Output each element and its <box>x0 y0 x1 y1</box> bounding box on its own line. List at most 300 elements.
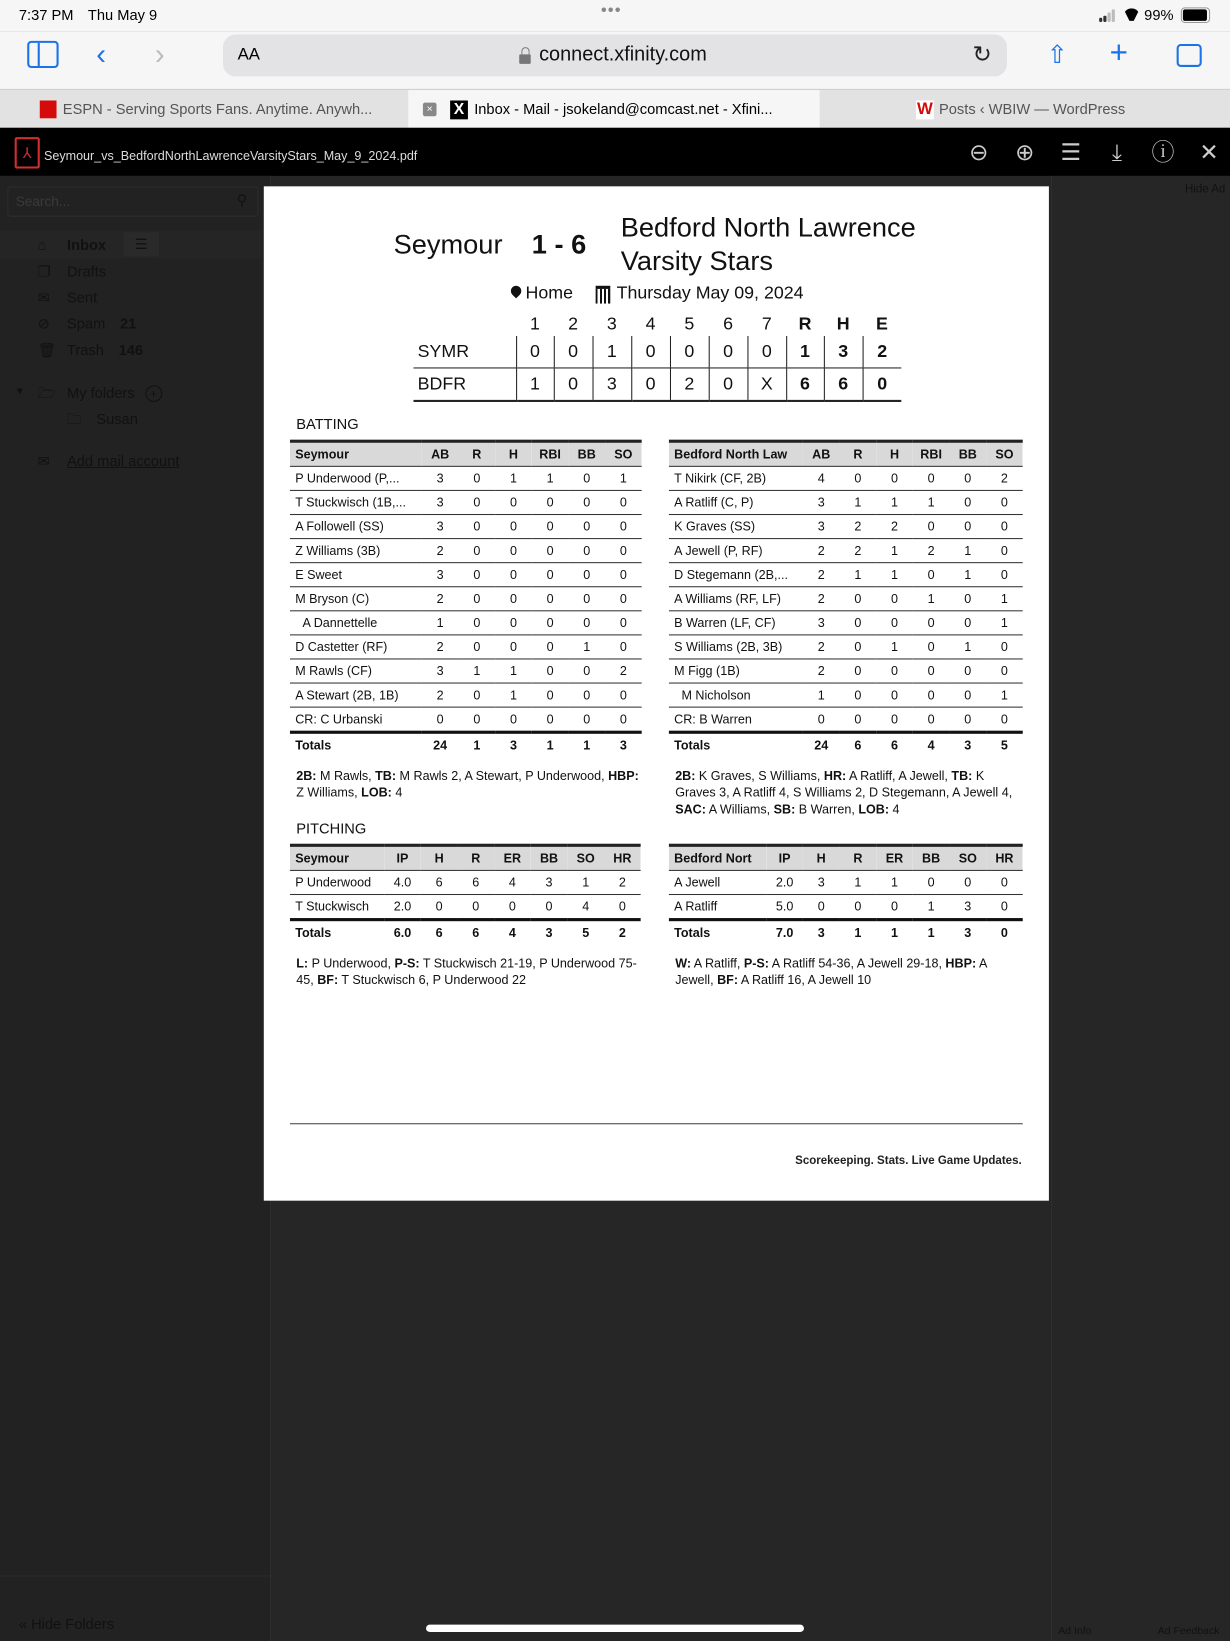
column-header: SO <box>949 845 986 870</box>
player-row <box>290 870 641 894</box>
stat-cell: 0 <box>568 515 605 539</box>
stat-cell: 2 <box>422 683 459 707</box>
column-header: ER <box>494 845 531 870</box>
stat-cell: 0 <box>495 635 532 659</box>
stat-cell: 1 <box>840 870 877 894</box>
total-cell: 0 <box>986 920 1023 945</box>
total-cell: 6.0 <box>384 920 421 945</box>
player-name: A Williams (RF, LF) <box>669 587 803 611</box>
stat-cell: 4 <box>494 870 531 894</box>
sent-icon: ✉︎ <box>37 288 50 306</box>
stat-cell: 1 <box>532 466 569 490</box>
trash-icon: 🗑︎ <box>37 341 57 359</box>
stat-cell: 2 <box>604 870 641 894</box>
stat-cell: 0 <box>876 466 913 490</box>
player-row <box>290 683 642 707</box>
totals-row <box>669 920 1023 945</box>
stat-cell: 3 <box>803 515 840 539</box>
note-value: A Williams, <box>705 801 774 817</box>
player-name: A Followell (SS) <box>290 515 422 539</box>
stat-cell: 0 <box>949 611 986 635</box>
total-cell: 3 <box>803 920 840 945</box>
mail-icon: ✉︎ <box>37 452 50 469</box>
column-header: AB <box>422 441 459 466</box>
column-header: H <box>803 845 840 870</box>
total-cell: 6 <box>876 732 913 757</box>
stat-cell: 0 <box>532 635 569 659</box>
zoom-out-icon[interactable]: ⊖ <box>969 139 989 166</box>
note-key: HR: <box>823 768 847 784</box>
inning-header: 3 <box>606 314 617 334</box>
hide-folders-button[interactable]: « Hide Folders <box>18 1615 115 1632</box>
multitask-dots[interactable]: ••• <box>600 2 622 20</box>
note-value: A Ratliff 16, A Jewell 10 <box>738 972 872 988</box>
add-folder-icon[interactable]: + <box>145 385 162 402</box>
stat-cell: 0 <box>459 707 496 732</box>
tab-wbiw[interactable] <box>820 90 1230 129</box>
stat-cell: 0 <box>913 659 950 683</box>
note-value: A Ratliff, A Jewell, <box>846 768 952 784</box>
stat-cell: 0 <box>605 587 642 611</box>
player-row <box>290 707 642 732</box>
stat-cell: 2 <box>803 587 840 611</box>
stat-cell: 0 <box>876 659 913 683</box>
inning-header: 7 <box>761 314 772 334</box>
table-header <box>669 441 1023 466</box>
stat-cell: 1 <box>495 659 532 683</box>
column-header: SO <box>605 441 642 466</box>
inbox-menu-icon[interactable]: ☰ <box>124 232 160 256</box>
column-header: AB <box>803 441 840 466</box>
player-row <box>669 466 1023 490</box>
stat-cell: 0 <box>949 587 986 611</box>
stat-cell: 0 <box>913 635 950 659</box>
column-header: ER <box>876 845 913 870</box>
stat-cell: 0 <box>605 611 642 635</box>
stat-cell: 0 <box>532 683 569 707</box>
mail-sidebar <box>0 176 271 1641</box>
address-bar[interactable] <box>223 35 1007 77</box>
inning-score: 0 <box>670 336 709 368</box>
away-team: Seymour <box>393 228 503 260</box>
stat-cell: 0 <box>986 707 1023 732</box>
total-cell: 3 <box>949 920 986 945</box>
stat-cell: 0 <box>913 707 950 732</box>
stat-cell: 0 <box>568 466 605 490</box>
stat-cell: 1 <box>840 563 877 587</box>
stat-cell: 0 <box>949 515 986 539</box>
stat-cell: 0 <box>459 539 496 563</box>
inning-score: 0 <box>863 368 902 401</box>
column-header: R <box>457 845 494 870</box>
stat-cell: 4.0 <box>384 870 421 894</box>
player-row <box>290 490 642 514</box>
batting-seymour-notes <box>296 767 641 800</box>
player-row <box>669 611 1023 635</box>
total-cell: 24 <box>803 732 840 757</box>
stat-cell: 0 <box>840 683 877 707</box>
player-row <box>669 515 1023 539</box>
table-header <box>669 845 1023 870</box>
lock-icon <box>519 47 529 64</box>
stat-cell: 1 <box>605 466 642 490</box>
stat-cell: 4 <box>803 466 840 490</box>
game-date: Thursday May 09, 2024 <box>616 282 804 303</box>
note-value: A Jewell, <box>675 955 991 988</box>
stat-cell: 2 <box>803 563 840 587</box>
column-header: RBI <box>913 441 950 466</box>
inning-score: 2 <box>863 336 902 368</box>
stat-cell: 0 <box>840 611 877 635</box>
pitching-bedford-section <box>669 844 1023 988</box>
note-key: W: <box>675 955 692 971</box>
inning-score: 6 <box>786 368 824 401</box>
stat-cell: 0 <box>949 659 986 683</box>
stat-cell: 3 <box>422 466 459 490</box>
stat-cell: 2 <box>876 515 913 539</box>
player-row <box>290 515 642 539</box>
inbox-icon: ⌂ <box>37 236 47 254</box>
total-cell: 3 <box>949 732 986 757</box>
stat-cell: 1 <box>876 539 913 563</box>
column-header: IP <box>766 845 803 870</box>
stat-cell: 0 <box>949 466 986 490</box>
folder-count: 146 <box>118 341 144 359</box>
location: Home <box>525 282 573 303</box>
my-folders[interactable] <box>38 381 162 404</box>
inning-score: 0 <box>631 368 670 401</box>
status-bar <box>0 0 1230 31</box>
total-cell: 1 <box>532 732 569 757</box>
note-value: M Rawls 2, A Stewart, P Underwood, <box>396 768 609 784</box>
stat-cell: 0 <box>495 707 532 732</box>
player-row <box>669 587 1023 611</box>
note-value: A Ratliff, <box>691 955 744 971</box>
stat-cell: 2.0 <box>766 870 803 894</box>
stat-cell: 0 <box>532 539 569 563</box>
stat-cell: 2 <box>803 635 840 659</box>
stat-cell: 0 <box>949 683 986 707</box>
player-name: M Bryson (C) <box>290 587 422 611</box>
total-cell: 24 <box>422 732 459 757</box>
inning-score: 6 <box>824 368 863 401</box>
tabs-overview-icon[interactable] <box>1177 44 1202 67</box>
player-row <box>669 870 1023 894</box>
divider <box>0 1575 270 1576</box>
player-name: Z Williams (3B) <box>290 539 422 563</box>
totals-label: Totals <box>669 732 803 757</box>
stat-cell: 3 <box>422 659 459 683</box>
column-header: H <box>876 441 913 466</box>
stat-cell: 0 <box>605 563 642 587</box>
reload-icon[interactable]: ↻ <box>972 40 992 67</box>
folder-trash[interactable] <box>38 338 143 361</box>
stat-cell: 0 <box>986 539 1023 563</box>
stat-cell: 0 <box>459 515 496 539</box>
column-header: IP <box>384 845 421 870</box>
column-header: H <box>495 441 532 466</box>
table-header <box>290 845 641 870</box>
note-key: 2B: <box>296 768 317 784</box>
stat-cell: 0 <box>494 894 531 919</box>
total-cell: 4 <box>494 920 531 945</box>
total-cell: 6 <box>840 732 877 757</box>
stat-cell: 0 <box>913 870 950 894</box>
search-placeholder: Search... <box>15 193 71 210</box>
inning-header <box>413 313 516 336</box>
column-header: Seymour <box>290 845 384 870</box>
line-score-row <box>413 368 901 401</box>
player-row <box>290 659 642 683</box>
stat-cell: 0 <box>459 466 496 490</box>
stat-cell: 0 <box>495 587 532 611</box>
wifi-icon <box>1123 8 1140 21</box>
add-mail-account-link[interactable]: Add mail account <box>66 452 180 469</box>
close-tab-icon[interactable]: × <box>423 103 437 117</box>
note-key: TB: <box>375 768 397 784</box>
stat-cell: 2 <box>422 635 459 659</box>
pitching-bedford-notes <box>675 955 1023 988</box>
note-value: P Underwood, <box>308 955 395 971</box>
stat-cell: 0 <box>986 490 1023 514</box>
player-name: A Stewart (2B, 1B) <box>290 683 422 707</box>
battery-icon <box>1181 7 1210 23</box>
folder-label: Inbox <box>66 236 107 254</box>
search-input[interactable] <box>7 186 258 216</box>
column-header: SO <box>567 845 604 870</box>
player-name: M Figg (1B) <box>669 659 803 683</box>
home-team-line2: Varsity Stars <box>620 244 774 277</box>
total-cell: 3 <box>531 920 568 945</box>
new-tab-icon[interactable]: + <box>1109 37 1128 70</box>
search-icon[interactable]: ⚲ <box>236 191 248 209</box>
batting-seymour-table <box>290 440 642 757</box>
url-text[interactable]: connect.xfinity.com <box>539 43 707 66</box>
player-name: CR: B Warren <box>669 707 803 732</box>
stat-cell: 0 <box>803 707 840 732</box>
totals-label: Totals <box>290 920 384 945</box>
folder-susan[interactable] <box>67 407 138 430</box>
player-name: A Ratliff <box>669 894 766 919</box>
player-name: A Jewell (P, RF) <box>669 539 803 563</box>
download-icon[interactable]: ⤓ <box>1111 139 1123 166</box>
stat-cell: 1 <box>949 539 986 563</box>
tab-label: ESPN - Serving Sports Fans. Anytime. Anywh... <box>62 100 373 118</box>
stat-cell: 0 <box>840 635 877 659</box>
player-name: T Nikirk (CF, 2B) <box>669 466 803 490</box>
batting-bedford-notes <box>675 767 1023 817</box>
pitching-bedford-table <box>669 844 1023 944</box>
inning-header: 4 <box>645 314 656 334</box>
total-cell: 7.0 <box>766 920 803 945</box>
stat-cell: 1 <box>876 563 913 587</box>
stat-cell: 0 <box>532 611 569 635</box>
batting-bedford-table <box>669 440 1023 757</box>
stat-cell: 2 <box>840 539 877 563</box>
stat-cell: 0 <box>459 563 496 587</box>
stat-cell: 1 <box>876 870 913 894</box>
stat-cell: 1 <box>949 635 986 659</box>
wbiw-logo-icon: W <box>916 100 933 119</box>
stat-cell: 0 <box>568 563 605 587</box>
column-header: RBI <box>532 441 569 466</box>
pdf-viewer-toolbar <box>0 128 1230 176</box>
note-key: BF: <box>317 972 339 988</box>
stat-cell: 0 <box>840 659 877 683</box>
player-row <box>669 707 1023 732</box>
pitching-seymour-section <box>290 844 641 988</box>
share-icon[interactable]: ⇧ <box>1046 40 1068 70</box>
add-mail-account[interactable] <box>38 449 180 472</box>
column-header: H <box>421 845 458 870</box>
stat-cell: 1 <box>495 466 532 490</box>
stat-cell: 1 <box>495 683 532 707</box>
line-score-header <box>413 313 901 336</box>
note-key: LOB: <box>858 801 890 817</box>
stat-cell: 0 <box>532 707 569 732</box>
stat-cell: 3 <box>531 870 568 894</box>
team-abbr: SYMR <box>413 336 516 368</box>
text-size-button[interactable]: AA <box>237 46 260 64</box>
stat-cell: 0 <box>986 894 1023 919</box>
player-row <box>669 894 1023 919</box>
stat-cell: 0 <box>840 466 877 490</box>
folder-sent[interactable] <box>38 286 97 309</box>
player-row <box>290 587 642 611</box>
total-cell: 1 <box>459 732 496 757</box>
stat-cell: 1 <box>459 659 496 683</box>
stat-cell: 0 <box>605 490 642 514</box>
column-header: BB <box>531 845 568 870</box>
stat-cell: 2.0 <box>384 894 421 919</box>
browser-toolbar <box>0 31 1230 89</box>
stat-cell: 0 <box>840 894 877 919</box>
column-header: Seymour <box>290 441 422 466</box>
stat-cell: 0 <box>840 587 877 611</box>
forward-button[interactable]: › <box>154 38 165 71</box>
player-row <box>669 539 1023 563</box>
stat-cell: 2 <box>422 587 459 611</box>
inning-header: R <box>798 314 812 334</box>
stat-cell: 0 <box>495 515 532 539</box>
stat-cell: 1 <box>876 490 913 514</box>
player-name: T Stuckwisch <box>290 894 384 919</box>
stat-cell: 2 <box>803 539 840 563</box>
stat-cell: 0 <box>876 611 913 635</box>
sidebar-toggle-icon[interactable] <box>27 41 58 68</box>
note-key: BF: <box>717 972 739 988</box>
pitching-seymour-table <box>290 844 641 944</box>
player-name: P Underwood (P,... <box>290 466 422 490</box>
my-folders-label: My folders <box>66 384 135 401</box>
player-row <box>669 683 1023 707</box>
stat-cell: 0 <box>913 611 950 635</box>
collapse-triangle-icon[interactable]: ▼ <box>14 386 26 398</box>
player-name: CR: C Urbanski <box>290 707 422 732</box>
inning-score: 1 <box>786 336 824 368</box>
ad-column <box>1051 176 1230 1641</box>
player-row <box>290 466 642 490</box>
stat-cell: 6 <box>421 870 458 894</box>
stat-cell: 0 <box>605 515 642 539</box>
stat-cell: 1 <box>949 563 986 587</box>
inning-score: 0 <box>747 336 786 368</box>
folder-inbox[interactable] <box>38 233 106 256</box>
table-header <box>290 441 642 466</box>
stat-cell: 2 <box>986 466 1023 490</box>
total-cell: 3 <box>605 732 642 757</box>
stat-cell: 0 <box>532 659 569 683</box>
tab-espn[interactable] <box>0 90 408 129</box>
total-cell: 1 <box>840 920 877 945</box>
note-value: 4 <box>889 801 900 817</box>
footer-divider <box>290 1123 1023 1124</box>
close-icon[interactable]: ✕ <box>1199 139 1219 166</box>
stat-cell: 0 <box>913 683 950 707</box>
stat-cell: 1 <box>913 587 950 611</box>
stat-cell: 3 <box>949 894 986 919</box>
ad-feedback-link[interactable]: Ad Feedback <box>1157 1625 1220 1638</box>
player-row <box>669 490 1023 514</box>
info-icon[interactable]: ⓘ <box>1151 139 1175 166</box>
player-row <box>669 563 1023 587</box>
stat-cell: 0 <box>532 563 569 587</box>
column-header: R <box>840 845 877 870</box>
tab-xfinity-inbox[interactable] <box>408 90 819 129</box>
pitching-label: PITCHING <box>296 819 367 837</box>
total-cell: 3 <box>495 732 532 757</box>
stat-cell: 0 <box>459 683 496 707</box>
menu-icon[interactable]: ☰ <box>1060 139 1082 166</box>
folder-open-icon: 🗁︎ <box>37 384 56 401</box>
stat-cell: 0 <box>840 707 877 732</box>
folder-label: Spam <box>66 315 106 332</box>
back-button[interactable]: ‹ <box>96 38 107 71</box>
stat-cell: 0 <box>532 587 569 611</box>
zoom-in-icon[interactable]: ⊕ <box>1015 139 1035 166</box>
folder-spam[interactable] <box>38 312 137 335</box>
hide-ad-button[interactable]: Hide Ad <box>1184 183 1226 196</box>
stat-cell: 0 <box>605 539 642 563</box>
stat-cell: 0 <box>986 870 1023 894</box>
column-header: HR <box>604 845 641 870</box>
stat-cell: 0 <box>495 563 532 587</box>
player-name: P Underwood <box>290 870 384 894</box>
home-indicator[interactable] <box>426 1625 804 1632</box>
folder-drafts[interactable] <box>38 260 106 283</box>
total-cell: 6 <box>421 920 458 945</box>
ad-info-link[interactable]: Ad Info <box>1058 1625 1092 1638</box>
inning-header: E <box>876 314 888 334</box>
stat-cell: 0 <box>457 894 494 919</box>
map-pin-icon <box>511 286 521 301</box>
batting-bedford-section <box>669 440 1023 818</box>
note-key: LOB: <box>361 785 392 800</box>
player-name: A Jewell <box>669 870 766 894</box>
total-cell: 1 <box>568 732 605 757</box>
player-name: M Rawls (CF) <box>290 659 422 683</box>
batting-label: BATTING <box>296 415 359 433</box>
stat-cell: 0 <box>803 894 840 919</box>
inning-score: 0 <box>709 336 748 368</box>
player-name: D Stegemann (2B,... <box>669 563 803 587</box>
inning-header: 6 <box>723 314 734 334</box>
stat-cell: 0 <box>568 659 605 683</box>
inning-score: 0 <box>516 336 554 368</box>
column-header: R <box>459 441 496 466</box>
note-value: M Rawls, <box>316 768 376 784</box>
stat-cell: 0 <box>532 515 569 539</box>
